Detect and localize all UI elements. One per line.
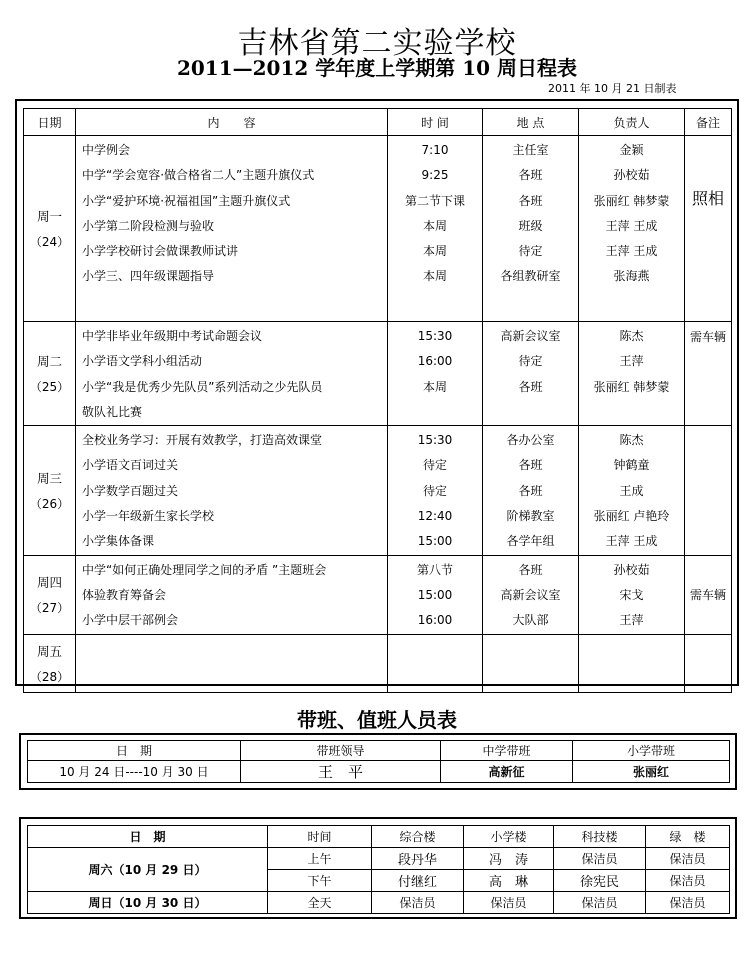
schedule-content-line: 小学“我是优秀少先队员”系列活动之少先队员 [82, 379, 323, 394]
cleaning-cell: 保洁员 [554, 848, 646, 870]
schedule-content-line: 小学第二阶段检测与验收 [82, 218, 215, 233]
schedule-day-row [24, 136, 732, 322]
schedule-person-line: 宋戈 [619, 587, 644, 602]
cleaning-row-sun [28, 892, 730, 914]
schedule-place-line: 各班 [518, 379, 543, 394]
day-name: 周一 [36, 209, 62, 224]
duty-title: 带班、值班人员表 [297, 708, 457, 732]
schedule-content-line: 中学例会 [82, 143, 131, 157]
cell-note [685, 426, 732, 555]
schedule-day-row [24, 555, 732, 634]
day-cell [24, 136, 76, 322]
duty-header-date: 日 期 [28, 741, 241, 761]
schedule-content-line: 敬队礼比赛 [82, 404, 143, 419]
cleaning-sat-label: 周六（10 月 29 日） [28, 848, 268, 892]
schedule-place-line [483, 400, 578, 425]
cleaning-cell: 高 琳 [464, 870, 554, 892]
schedule-person-line: 王成 [619, 483, 644, 498]
schedule-content-line: 小学三、四年级课题指导 [82, 269, 215, 284]
schedule-place-line: 班级 [518, 218, 543, 233]
schedule-person-line: 孙校茹 [613, 562, 650, 577]
cell-person [579, 426, 685, 555]
cleaning-cell: 保洁员 [646, 848, 730, 870]
cleaning-cell: 付继红 [372, 870, 464, 892]
schedule-time-line: 第八节 [416, 562, 453, 577]
cleaning-table [27, 825, 730, 914]
time-list [388, 136, 482, 290]
schedule-person-line: 王萍 王成 [605, 244, 658, 259]
schedule-place-line: 各学年组 [506, 534, 555, 549]
cell-note [685, 136, 732, 322]
cleaning-header-building-c: 科技楼 [554, 826, 646, 848]
schedule-content-line: 小学一年级新生家长学校 [82, 509, 215, 524]
col-header-person: 负责人 [579, 109, 685, 136]
day-cell [24, 426, 76, 555]
cleaning-header-building-a: 综合楼 [372, 826, 464, 848]
day-number: （25） [29, 380, 70, 395]
schedule-time-line: 本周 [422, 244, 447, 259]
duty-middle: 高新征 [441, 761, 573, 783]
schedule-place-line: 待定 [518, 244, 543, 259]
schedule-place-line: 高新会议室 [500, 329, 561, 343]
schedule-time-line: 16:00 [417, 613, 453, 628]
schedule-day-row [24, 634, 732, 692]
schedule-place-line: 各班 [518, 168, 543, 183]
schedule-content-line: 小学语文学科小组活动 [82, 354, 203, 369]
time-list [388, 556, 482, 634]
schedule-time-line: 本周 [422, 269, 447, 284]
cleaning-cell: 冯 涛 [464, 848, 554, 870]
schedule-header-row [24, 109, 732, 136]
cleaning-cell: 徐宪民 [554, 870, 646, 892]
day-name: 周三 [36, 470, 62, 486]
schedule-person-line: 陈杰 [619, 433, 644, 448]
cell-place [483, 634, 579, 692]
cell-person [579, 634, 685, 692]
schedule-time-line [388, 400, 482, 425]
cell-person [579, 322, 685, 426]
cleaning-header-building-d: 绿 楼 [646, 826, 730, 848]
cell-place [483, 426, 579, 555]
schedule-person-line: 张海燕 [613, 269, 650, 284]
content-list [76, 322, 387, 425]
schedule-place-line: 高新会议室 [500, 587, 561, 602]
schedule-time-line: 15:00 [417, 587, 453, 602]
cleaning-header-row [28, 826, 730, 848]
person-list [579, 426, 684, 554]
page-title: 吉林省第二实验学校 [237, 26, 517, 61]
schedule-time-line: 15:00 [417, 534, 453, 549]
schedule-person-line: 钟鹤童 [613, 458, 650, 473]
schedule-person-line: 张丽红 韩梦蒙 [593, 193, 670, 208]
schedule-content-line: 小学数学百题过关 [82, 483, 179, 498]
col-header-place: 地 点 [483, 109, 579, 136]
cleaning-sun-label: 周日（10 月 30 日） [28, 892, 268, 914]
schedule-day-row [24, 322, 732, 426]
cell-note [685, 555, 732, 634]
duty-frame [19, 733, 737, 790]
cleaning-cell: 全天 [268, 892, 372, 914]
day-number: （26） [29, 496, 70, 511]
schedule-person-line: 张丽红 卢艳玲 [593, 509, 670, 524]
col-header-content: 内 容 [76, 109, 388, 136]
cell-content [76, 136, 388, 322]
cleaning-cell: 保洁员 [646, 892, 730, 914]
duty-header-leader: 带班领导 [241, 741, 441, 761]
note-text: 需车辆 [689, 587, 726, 602]
day-cell [24, 555, 76, 634]
schedule-content-line: 体验教育筹备会 [82, 587, 167, 602]
schedule-place-line: 各班 [518, 562, 543, 577]
schedule-content-line: 小学语文百词过关 [82, 458, 179, 473]
person-list [579, 136, 684, 290]
cleaning-cell: 下午 [268, 870, 372, 892]
schedule-place-line: 大队部 [512, 613, 549, 628]
schedule-content-line: 中学非毕业年级期中考试命题会议 [82, 329, 263, 343]
cell-note [685, 634, 732, 692]
cell-time [388, 322, 483, 426]
schedule-person-line: 王萍 [619, 613, 644, 628]
col-header-date: 日期 [24, 109, 76, 136]
schedule-time-line: 待定 [422, 483, 447, 498]
day-cell [24, 322, 76, 426]
cleaning-cell: 保洁员 [554, 892, 646, 914]
cleaning-header-time: 时间 [268, 826, 372, 848]
schedule-time-line: 本周 [422, 218, 447, 233]
time-list [388, 322, 482, 425]
schedule-time-line: 第二节下课 [404, 193, 465, 208]
cell-place [483, 322, 579, 426]
person-list [579, 556, 684, 634]
cell-time [388, 136, 483, 322]
col-header-note: 备注 [685, 109, 732, 136]
place-list [483, 136, 578, 290]
schedule-person-line: 金颖 [619, 143, 644, 157]
content-list [76, 556, 387, 634]
schedule-place-line: 待定 [518, 354, 543, 369]
schedule-place-line: 各班 [518, 458, 543, 473]
schedule-person-line: 孙校茹 [613, 168, 650, 183]
cell-note [685, 322, 732, 426]
schedule-time-line: 待定 [422, 458, 447, 473]
schedule-place-line: 阶梯教室 [506, 509, 555, 524]
cell-place [483, 555, 579, 634]
cell-content [76, 634, 388, 692]
schedule-content-line: 小学集体备课 [82, 534, 155, 549]
schedule-time-line: 7:10 [421, 143, 449, 157]
schedule-table [23, 108, 732, 693]
schedule-time-line: 15:30 [417, 433, 453, 448]
day-name: 周二 [36, 354, 62, 370]
cell-time [388, 634, 483, 692]
note-text: 照相 [691, 189, 724, 208]
time-list [388, 426, 482, 554]
schedule-content-line: 小学学校研讨会做课教师试讲 [82, 244, 239, 259]
schedule-content-line: 中学“如何正确处理同学之间的矛盾 ”主题班会 [82, 562, 327, 577]
schedule-person-line: 王萍 王成 [605, 534, 658, 549]
schedule-time-line: 12:40 [417, 509, 453, 524]
schedule-day-row [24, 426, 732, 555]
schedule-person-line: 王萍 [619, 354, 644, 369]
duty-header-row [28, 741, 730, 761]
day-name: 周五 [36, 643, 62, 659]
duty-header-primary: 小学带班 [573, 741, 730, 761]
schedule-person-line: 王萍 王成 [605, 218, 658, 233]
place-list [483, 322, 578, 425]
place-list [483, 635, 578, 637]
cleaning-header-date: 日 期 [28, 826, 268, 848]
content-list [76, 136, 387, 290]
schedule-frame [15, 99, 739, 686]
schedule-place-line: 各班 [518, 483, 543, 498]
schedule-person-line: 陈杰 [619, 329, 644, 343]
schedule-place-line: 主任室 [512, 143, 549, 157]
time-list [388, 635, 482, 637]
cleaning-cell: 上午 [268, 848, 372, 870]
cell-content [76, 426, 388, 555]
content-list [76, 426, 387, 554]
cell-content [76, 322, 388, 426]
duty-table [27, 740, 730, 783]
duty-date: 10 月 24 日----10 月 30 日 [28, 761, 241, 783]
schedule-content-line: 中学“学会宽容·做合格省二人”主题升旗仪式 [82, 168, 315, 183]
place-list [483, 426, 578, 554]
cell-place [483, 136, 579, 322]
schedule-person-line [579, 400, 684, 425]
duty-primary: 张丽红 [573, 761, 730, 783]
cleaning-cell: 段丹华 [372, 848, 464, 870]
day-number: （27） [29, 601, 70, 616]
cell-content [76, 555, 388, 634]
cleaning-cell: 保洁员 [646, 870, 730, 892]
schedule-place-line: 各办公室 [506, 433, 555, 448]
cell-person [579, 555, 685, 634]
schedule-person-line: 张丽红 韩梦蒙 [593, 379, 670, 394]
duty-row [28, 761, 730, 783]
cleaning-cell: 保洁员 [464, 892, 554, 914]
cleaning-row-sat-am [28, 848, 730, 870]
duty-header-middle: 中学带班 [441, 741, 573, 761]
cell-time [388, 555, 483, 634]
content-list [76, 635, 387, 637]
day-number: （28） [29, 669, 70, 684]
schedule-place-line: 各组教研室 [500, 269, 561, 284]
schedule-content-line: 全校业务学习：开展有效教学，打造高效课堂 [82, 433, 323, 448]
schedule-time-line: 9:25 [421, 168, 449, 183]
day-name: 周四 [36, 575, 62, 591]
schedule-content-line: 小学“爱护环境·祝福祖国”主题升旗仪式 [82, 193, 291, 208]
schedule-time-line: 15:30 [417, 329, 453, 343]
person-list [579, 322, 684, 425]
place-list [483, 556, 578, 634]
person-list [579, 635, 684, 637]
cleaning-frame [19, 817, 737, 919]
cell-time [388, 426, 483, 555]
cleaning-cell: 保洁员 [372, 892, 464, 914]
note-text: 需车辆 [689, 330, 726, 344]
col-header-time: 时 间 [388, 109, 483, 136]
day-cell [24, 634, 76, 692]
page-subtitle: 2011—2012 学年度上学期第 10 周日程表 [176, 56, 578, 80]
made-date: 2011 年 10 月 21 日制表 [548, 82, 677, 95]
duty-leader: 王 平 [241, 761, 441, 783]
schedule-time-line: 16:00 [417, 354, 453, 369]
schedule-place-line: 各班 [518, 193, 543, 208]
schedule-time-line: 本周 [422, 379, 447, 394]
cleaning-header-building-b: 小学楼 [464, 826, 554, 848]
day-number: （24） [29, 235, 70, 249]
cell-person [579, 136, 685, 322]
schedule-content-line: 小学中层干部例会 [82, 613, 179, 628]
